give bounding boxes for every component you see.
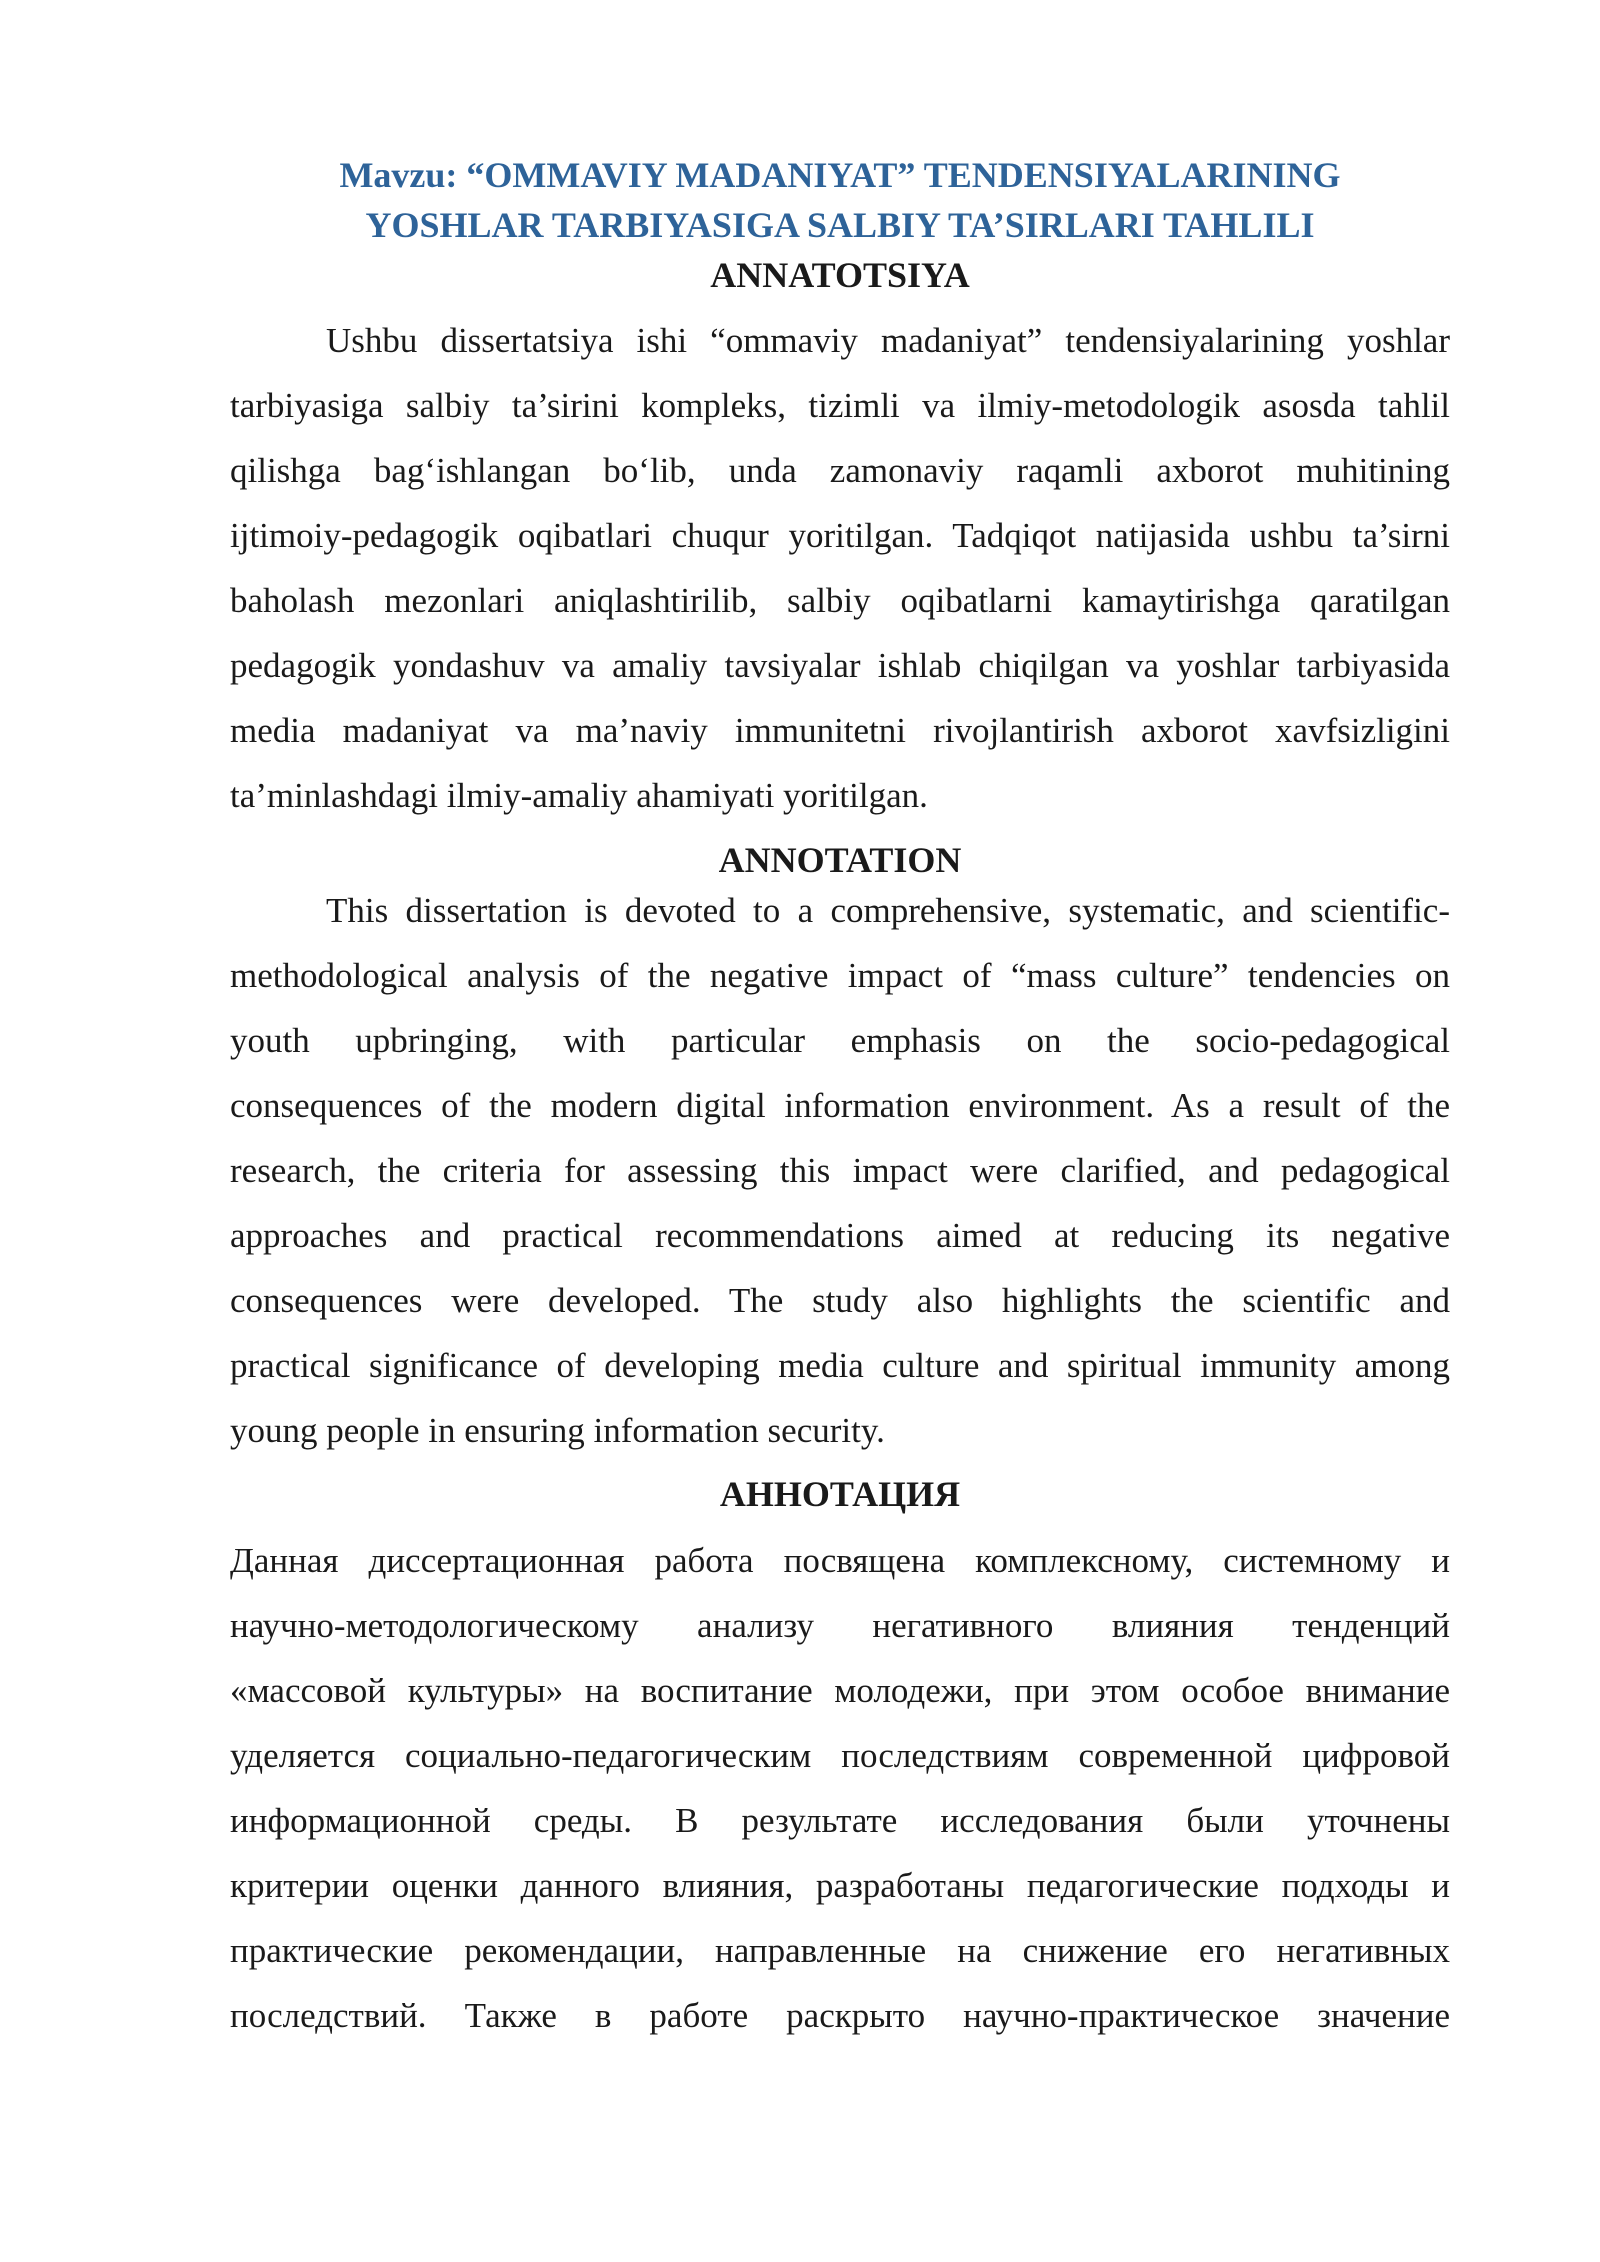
en-paragraph-line: consequences were developed. The study also highlights the scientific and [230,1281,1450,1320]
uz-paragraph-line: media madaniyat va ma’naviy immunitetni rivojlantirish axborot xavfsizligini [230,711,1450,750]
uz-annotation-heading: ANNATOTSIYA [710,255,970,295]
en-annotation-heading: ANNOTATION [718,840,962,880]
ru-paragraph-line: информационной среды. В результате исследования были уточнены [230,1801,1450,1840]
uz-paragraph-line: qilishga bag‘ishlangan bo‘lib, unda zamonaviy raqamli axborot muhitining [230,451,1450,490]
en-paragraph-line: consequences of the modern digital information environment. As a result of the [230,1086,1450,1125]
ru-paragraph-line: научно-методологическому анализу негативного влияния тенденций [230,1606,1450,1645]
uz-paragraph-line: baholash mezonlari aniqlashtirilib, salbiy oqibatlarni kamaytirishga qaratilgan [230,581,1450,620]
uz-paragraph-line: ijtimoiy-pedagogik oqibatlari chuqur yoritilgan. Tadqiqot natijasida ushbu ta’sirni [230,516,1450,555]
en-paragraph-line: This dissertation is devoted to a comprehensive, systematic, and scientific- [326,891,1450,930]
en-paragraph-line: youth upbringing, with particular emphasis on the socio-pedagogical [230,1021,1450,1060]
uz-paragraph-line: tarbiyasiga salbiy ta’sirini kompleks, tizimli va ilmiy-metodologik asosda tahlil [230,386,1450,425]
ru-paragraph-line: Данная диссертационная работа посвящена комплексному, системному и [230,1541,1450,1580]
ru-paragraph-line: критерии оценки данного влияния, разработаны педагогические подходы и [230,1866,1450,1905]
ru-paragraph-line: уделяется социально-педагогическим последствиям современной цифровой [230,1736,1450,1775]
en-paragraph-line: research, the criteria for assessing this impact were clarified, and pedagogical [230,1151,1450,1190]
en-paragraph-line: methodological analysis of the negative impact of “mass culture” tendencies on [230,956,1450,995]
en-paragraph-line: young people in ensuring information security. [230,1411,885,1450]
ru-paragraph-line: последствий. Также в работе раскрыто научно-практическое значение [230,1996,1450,2035]
uz-paragraph-line: ta’minlashdagi ilmiy-amaliy ahamiyati yoritilgan. [230,776,928,815]
uz-paragraph-line: pedagogik yondashuv va amaliy tavsiyalar ishlab chiqilgan va yoshlar tarbiyasida [230,646,1450,685]
en-paragraph-line: practical significance of developing media culture and spiritual immunity among [230,1346,1450,1385]
uz-paragraph-line: Ushbu dissertatsiya ishi “ommaviy madaniyat” tendensiyalarining yoshlar [326,321,1450,360]
ru-annotation-heading: АННОТАЦИЯ [719,1474,961,1514]
en-paragraph-line: approaches and practical recommendations aimed at reducing its negative [230,1216,1450,1255]
document-title-line-2: YOSHLAR TARBIYASIGA SALBIY TA’SIRLARI TAHLILI [365,205,1315,245]
ru-paragraph-line: «массовой культуры» на воспитание молодежи, при этом особое внимание [230,1671,1450,1710]
ru-paragraph-line: практические рекомендации, направленные на снижение его негативных [230,1931,1450,1970]
document-title-line-1: Mavzu: “OMMAVIY MADANIYAT” TENDENSIYALARINING [339,155,1341,195]
